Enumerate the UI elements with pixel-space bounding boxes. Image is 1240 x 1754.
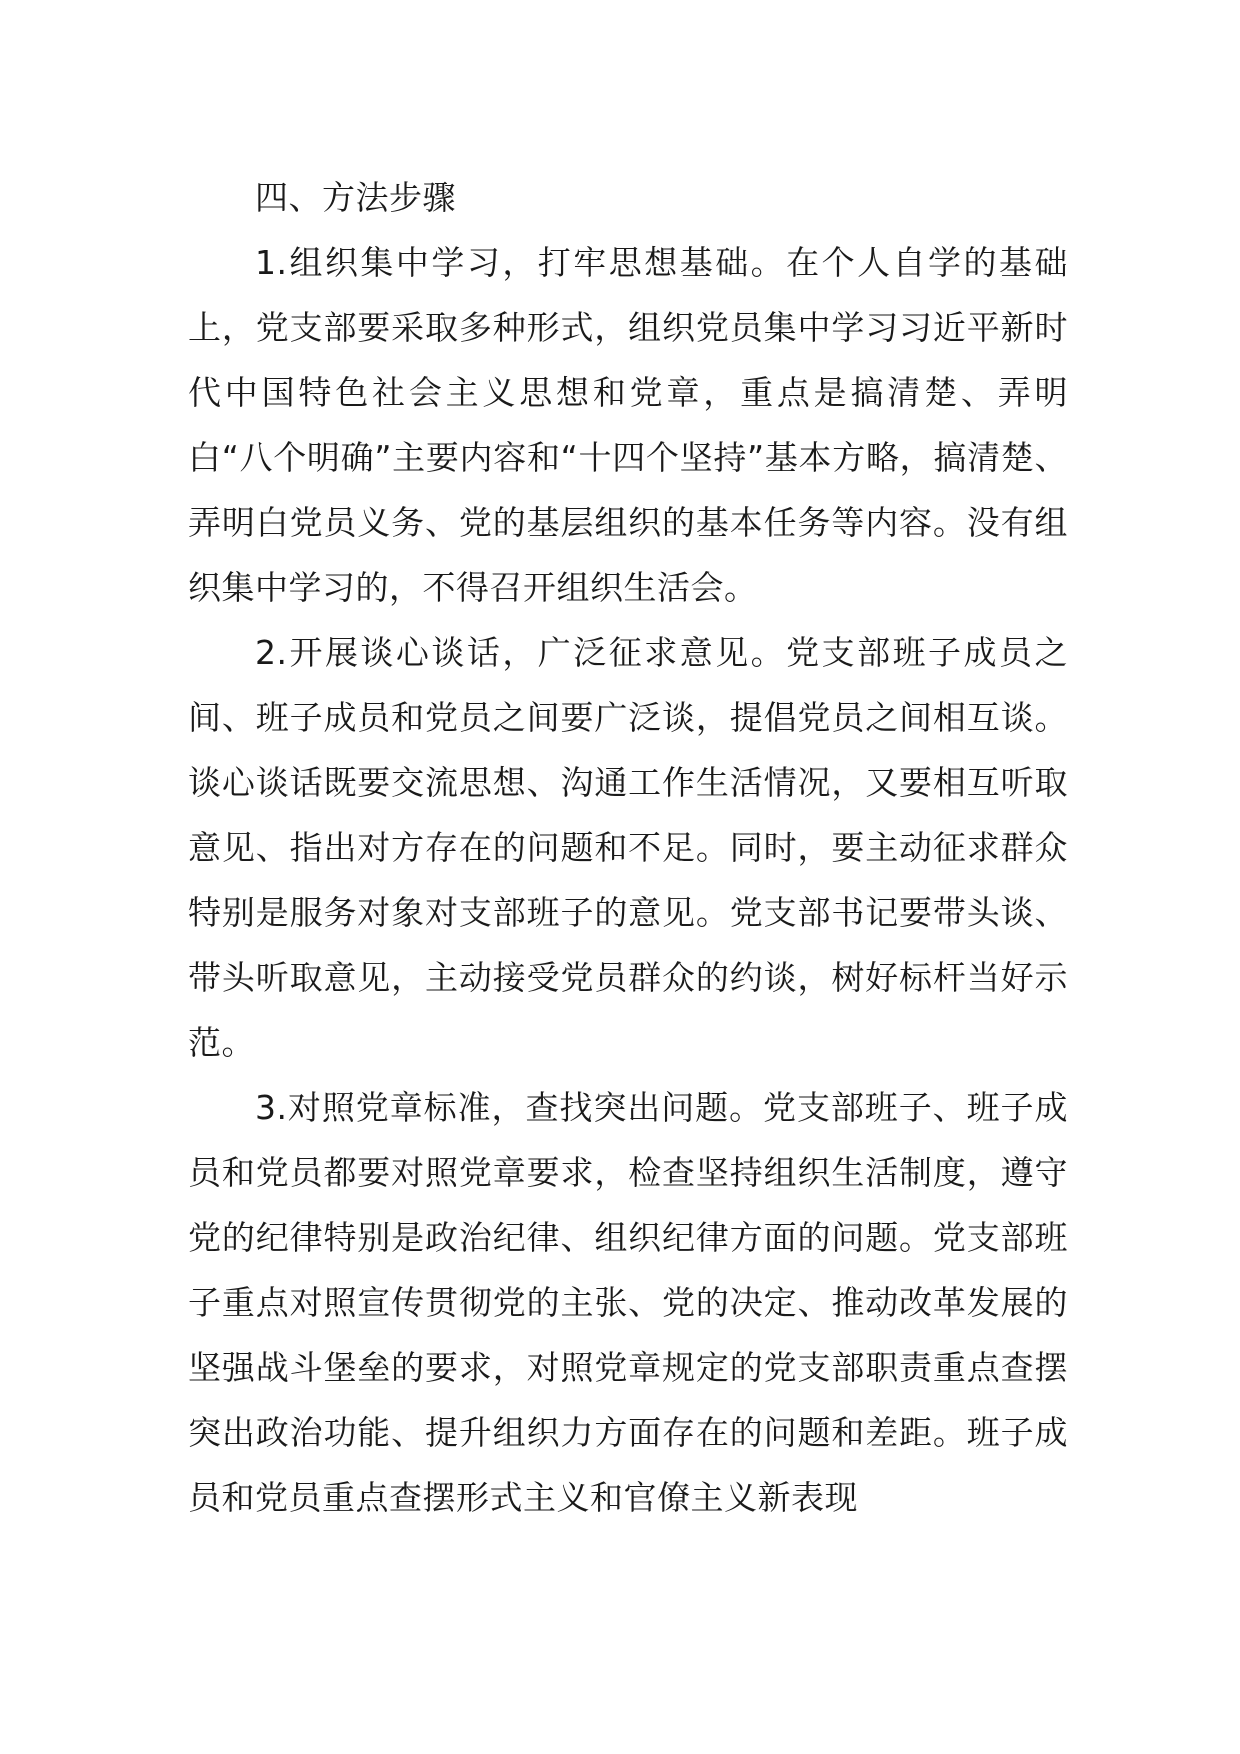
- paragraph-2: 2.开展谈心谈话，广泛征求意见。党支部班子成员之间、班子成员和党员之间要广泛谈，提倡党员之间相互谈。谈心谈话既要交流思想、沟通工作生活情况，又要相互听取意见、指出对方存在的问题和不足。同时，要主动征求群众特别是服务对象对支部班子的意见。党支部书记要带头谈、带头听取意见，主动接受党员群众的约谈，树好标杆当好示范。: [188, 633, 1068, 1062]
- section-heading: 四、方法步骤: [255, 178, 456, 217]
- document-body: [188, 165, 1068, 1530]
- paragraph-3: 3.对照党章标准，查找突出问题。党支部班子、班子成员和党员都要对照党章要求，检查坚持组织生活制度，遵守党的纪律特别是政治纪律、组织纪律方面的问题。党支部班子重点对照宣传贯彻党的主张、党的决定、推动改革发展的坚强战斗堡垒的要求，对照党章规定的党支部职责重点查摆突出政治功能、提升组织力方面存在的问题和差距。班子成员和党员重点查摆形式主义和官僚主义新表现: [188, 1088, 1068, 1517]
- paragraph-1: 1.组织集中学习，打牢思想基础。在个人自学的基础上，党支部要采取多种形式，组织党员集中学习习近平新时代中国特色社会主义思想和党章，重点是搞清楚、弄明白“八个明确”主要内容和“十四个坚持”基本方略，搞清楚、弄明白党员义务、党的基层组织的基本任务等内容。没有组织集中学习的，不得召开组织生活会。: [188, 243, 1068, 607]
